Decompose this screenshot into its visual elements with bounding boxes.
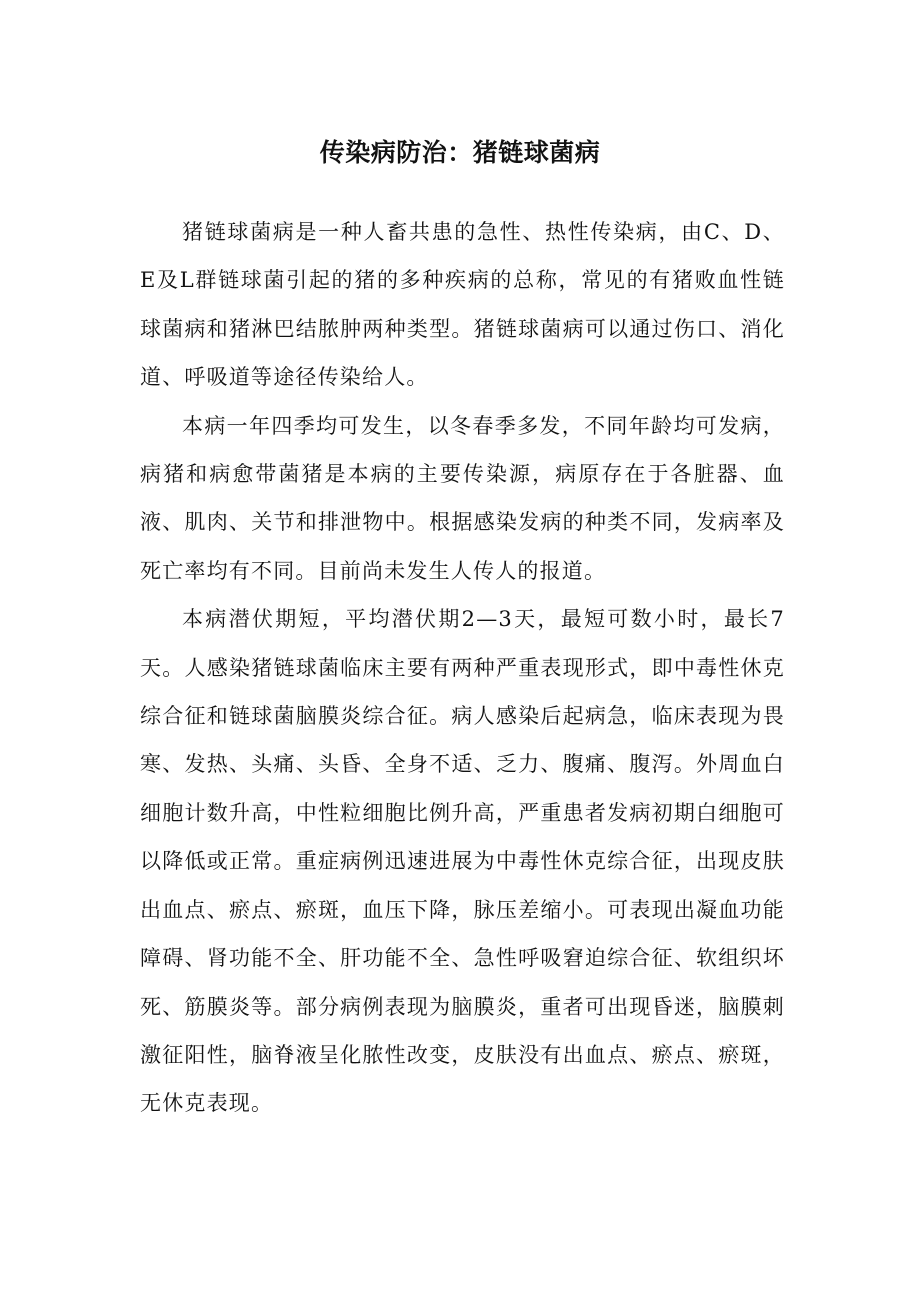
document-body bbox=[140, 208, 785, 1128]
paragraph-clinical-manifestations: 本病潜伏期短，平均潜伏期2—3天，最短可数小时，最长7天。人感染猪链球菌临床主要有两种严重表现形式，即中毒性休克综合征和链球菌脑膜炎综合征。病人感染后起病急，临床表现为畏寒、发热、头痛、头昏、全身不适、乏力、腹痛、腹泻。外周血白细胞计数升高，中性粒细胞比例升高，严重患者发病初期白细胞可以降低或正常。重症病例迅速进展为中毒性休克综合征，出现皮肤出血点、瘀点、瘀斑，血压下降，脉压差缩小。可表现出凝血功能障碍、肾功能不全、肝功能不全、急性呼吸窘迫综合征、软组织坏死、筋膜炎等。部分病例表现为脑膜炎，重者可出现昏迷，脑膜刺激征阳性，脑脊液呈化脓性改变，皮肤没有出血点、瘀点、瘀斑，无休克表现。 bbox=[140, 607, 785, 1116]
paragraph-epidemiology: 本病一年四季均可发生，以冬春季多发，不同年龄均可发病，病猪和病愈带菌猪是本病的主要传染源，病原存在于各脏器、血液、肌肉、关节和排泄物中。根据感染发病的种类不同，发病率及死亡率均有不同。目前尚未发生人传人的报道。 bbox=[140, 413, 785, 583]
paragraph-overview: 猪链球菌病是一种人畜共患的急性、热性传染病，由C、D、E及L群链球菌引起的猪的多种疾病的总称，常见的有猪败血性链球菌病和猪淋巴结脓肿两种类型。猪链球菌病可以通过伤口、消化道、呼吸道等途径传染给人。 bbox=[140, 220, 785, 390]
document-title: 传染病防治：猪链球菌病 bbox=[319, 138, 601, 167]
